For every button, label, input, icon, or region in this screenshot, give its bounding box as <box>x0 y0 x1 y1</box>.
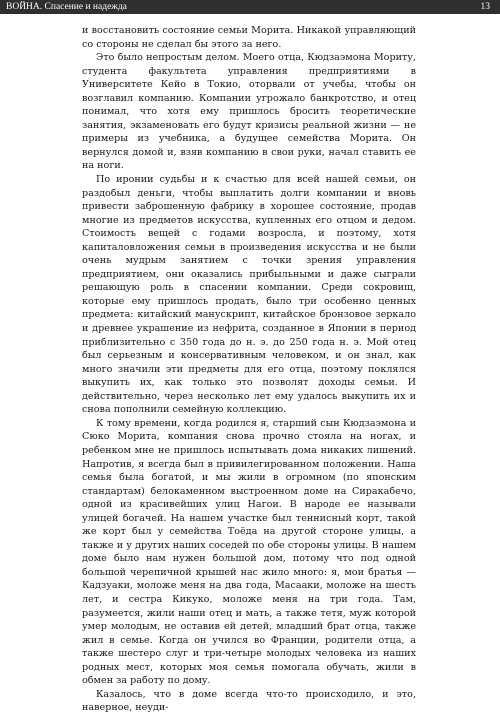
chapter-title: ВОЙНА. Спасение и надежда <box>6 2 127 12</box>
page-number: 13 <box>480 2 490 12</box>
paragraph: и восстановить состояние семьи Морита. Никакой управляющий со стороны не сделал бы этого за него. <box>82 25 416 50</box>
paragraph: По иронии судьбы и к счастью для всей нашей семьи, он раздобыл деньги, чтобы выплатить долги компании и вновь привести заброшенную фабрику в хорошее состояние, продав многие из предметов искусства, купленных его отцом и дедом. Стоимость вещей с годами возросла, и поэтому, хотя капиталовложения семьи в произведения искусства и не были очень мудрым занятием с точки зрения управления предприятием, они оказались прибыльными и даже сыграли решающую роль в спасении компании. Среди сокровищ, которые ему пришлось продать, было три особенно ценных предмета: китайский манускрипт, китайское бронзовое зеркало и древнее украшение из нефрита, созданное в Японии в период приблизительно с 350 года до н. э. до 250 года н. э. Мой отец был серьезным и консервативным человеком, и он знал, как много значили эти предметы для его отца, поэтому поклялся выкупить их, как только это позволят доходы семьи. И действительно, через несколько лет ему удалось выкупить их и снова пополнили семейную коллекцию. <box>82 174 416 416</box>
paragraph: Это было непростым делом. Моего отца, Кюдзаэмона Мориту, студента факультета управления предприятиями в Университете Кейо в Токио, оторвали от учебы, чтобы он возглавил компанию. Компании угрожало банкротство, и отец понимал, что хотя ему пришлось бросить теоретические занятия, экзаменовать его будут кризисы реальной жизни — не примеры из учебника, а будущее семейства Морита. Он вернулся домой и, взяв компанию в свои руки, начал ставить ее на ноги. <box>82 52 416 172</box>
running-header <box>0 0 500 14</box>
paragraph: К тому времени, когда родился я, старший сын Кюдзаэмона и Сюко Морита, компания снова прочно стояла на ногах, и ребенком мне не пришлось испытывать дома никаких лишений. Напротив, я всегда был в привилегированном положении. Наша семья была богатой, и мы жили в огромном (по японским стандартам) белокаменном выстроенном доме на Сиракабечо, одной из красивейших улиц Нагои. В народе ее называли улицей богачей. На нашем участке был теннисный корт, такой же корт был у семейства Тоёда на другой стороне улицы, а также и у других наших соседей по обе стороны улицы. В нашем доме было нам нужен большой дом, потому что под одной большой черепичной крышей нас жило много: я, мои братья — Кадзуаки, моложе меня на два года, Масааки, моложе на шесть лет, и сестра Кикуко, моложе меня на три года. Там, разумеется, жили наши отец и мать, а также тетя, муж которой умер молодым, не оставив ей детей, младший брат отца, также жил в семье. Когда он учился во Франции, родители отца, а также шестеро слуг и три-четыре молодых человека из наших родных мест, которых моя семья помогала обучать, жили в обмен за работу по дому. <box>82 417 416 687</box>
paragraph: Казалось, что в доме всегда что-то происходило, и это, наверное, неуди- <box>82 688 416 714</box>
body-text <box>82 24 416 715</box>
